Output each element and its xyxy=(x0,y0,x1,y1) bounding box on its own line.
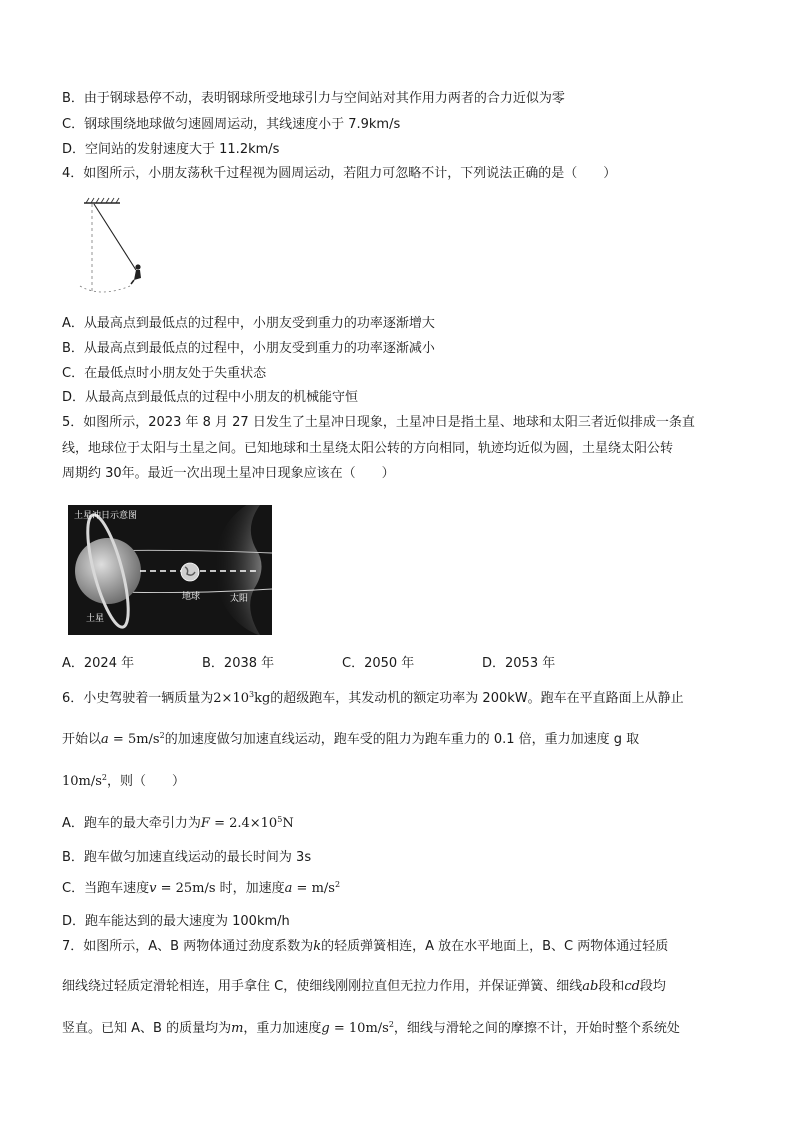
spring-constant-symbol: k xyxy=(313,939,322,954)
car-mass-value xyxy=(213,691,270,706)
figure-title: 土星冲日示意图 xyxy=(74,511,138,521)
q5-option-c: C．2050 年 xyxy=(342,656,415,671)
sun-label: 太阳 xyxy=(230,594,249,604)
saturn-label: 土星 xyxy=(86,614,105,624)
q5-stem-line-1: 5．如图所示，2023 年 8 月 27 日发生了土星冲日现象，土星冲日是指土星、地球和太阳三者近似排成一条直 xyxy=(62,415,695,430)
q7-stem-line-3 xyxy=(62,1020,680,1038)
q5-stem-line-3: 周期约 30年。最近一次出现土星冲日现象应该在（ ） xyxy=(62,466,395,481)
force-number: = 2.4×10 xyxy=(209,816,278,831)
mass-symbol: m xyxy=(231,1021,244,1036)
q6-option-c xyxy=(62,880,340,898)
acceleration-value xyxy=(101,732,165,747)
gravity-value xyxy=(62,774,107,789)
segment-ab-symbol: ab xyxy=(582,979,599,994)
q4-option-d: D．从最高点到最低点的过程中小朋友的机械能守恒 xyxy=(62,390,359,405)
q6-stem-text-2a: 开始以 xyxy=(62,732,102,747)
swing-rope xyxy=(94,204,136,270)
q7-gravity-number: = 10m/s xyxy=(329,1021,389,1036)
q7-gravity-value xyxy=(321,1021,394,1036)
q4-option-c: C．在最低点时小朋友处于失重状态 xyxy=(62,366,267,381)
option-c-acc-exponent: 2 xyxy=(334,880,341,889)
segment-cd-symbol: cd xyxy=(624,979,640,994)
gravity-number: 10m/s xyxy=(62,774,102,789)
gravity-exponent: 2 xyxy=(101,773,108,782)
traction-force-value xyxy=(201,816,294,831)
q7-stem-text-1b: 的轻质弹簧相连，A 放在水平地面上，B、C 两物体通过轻质 xyxy=(321,939,669,954)
q7-stem-text-2c: 段均 xyxy=(639,979,666,994)
q7-stem-text-3c: ，细线与滑轮之间的摩擦不计，开始时整个系统处 xyxy=(393,1021,680,1036)
acceleration-exponent: 2 xyxy=(159,731,165,740)
q6-option-d: D．跑车能达到的最大速度为 100km/h xyxy=(62,914,290,929)
force-unit: N xyxy=(282,816,294,831)
q6-option-c-text: C．当跑车速度 xyxy=(62,881,150,896)
car-mass-unit: kg xyxy=(254,691,271,706)
option-c-acceleration xyxy=(285,881,340,896)
q6-option-b: B．跑车做匀加速直线运动的最长时间为 3s xyxy=(62,850,312,865)
q6-stem-text-1b: 的超级跑车，其发动机的额定功率为 200kW。跑车在平直路面上从静止 xyxy=(270,691,684,706)
q7-stem-text-3b: ，重力加速度 xyxy=(243,1021,322,1036)
q6-option-c-mid: 时，加速度 xyxy=(215,881,285,896)
q3-option-c: C．钢球围绕地球做匀速圆周运动，其线速度小于 7.9km/s xyxy=(62,117,401,132)
earth-globe-icon xyxy=(181,563,199,581)
q4-option-a: A．从最高点到最低点的过程中，小朋友受到重力的功率逐渐增大 xyxy=(62,316,435,331)
q6-stem-line-3 xyxy=(62,773,185,791)
swing-figure xyxy=(70,196,160,300)
option-c-acc-symbol: a xyxy=(284,881,293,896)
q7-stem-text-1a: 7．如图所示，A、B 两物体通过劲度系数为 xyxy=(62,939,314,954)
speed-number: = 25m/s xyxy=(156,881,216,896)
q7-stem-text-3a: 竖直。已知 A、B 的质量均为 xyxy=(62,1021,232,1036)
q7-gravity-symbol: g xyxy=(321,1021,330,1036)
q7-stem-text-2a: 细线绕过轻质定滑轮相连，用手拿住 C，使细线刚刚拉直但无拉力作用，并保证弹簧、细线 xyxy=(62,979,583,994)
q7-stem-line-1 xyxy=(62,938,668,956)
q7-stem-line-2 xyxy=(62,978,666,996)
force-symbol: F xyxy=(200,816,210,831)
q5-option-a: A．2024 年 xyxy=(62,656,135,671)
child-on-swing-icon xyxy=(131,264,141,284)
q6-option-a-text: A．跑车的最大牵引力为 xyxy=(62,816,201,831)
q6-option-a xyxy=(62,815,294,833)
q5-option-d: D．2053 年 xyxy=(482,656,556,671)
q3-option-b: B．由于钢球悬停不动，表明钢球所受地球引力与空间站对其作用力两者的合力近似为零 xyxy=(62,91,565,106)
q5-stem-line-2: 线，地球位于太阳与土星之间。已知地球和土星绕太阳公转的方向相同，轨迹均近似为圆，土星绕太阳公转 xyxy=(62,441,674,456)
saturn-opposition-figure xyxy=(68,505,272,635)
q6-stem-line-1 xyxy=(62,690,684,708)
q4-stem: 4．如图所示，小朋友荡秋千过程视为圆周运动，若阻力可忽略不计，下列说法正确的是（ ） xyxy=(62,166,617,181)
q3-option-d: D．空间站的发射速度大于 11.2km/s xyxy=(62,142,280,157)
car-mass-exponent: 3 xyxy=(249,690,255,699)
earth-label: 地球 xyxy=(182,592,201,602)
q6-stem-text-2b: 的加速度做匀加速直线运动，跑车受的阻力为跑车重力的 0.1 倍，重力加速度 g 取 xyxy=(164,732,640,747)
option-c-acc-number: = m/s xyxy=(292,881,335,896)
q4-option-b: B．从最高点到最低点的过程中，小朋友受到重力的功率逐渐减小 xyxy=(62,341,435,356)
acceleration-symbol: a xyxy=(101,732,109,747)
q5-option-b: B．2038 年 xyxy=(202,656,275,671)
speed-value xyxy=(149,881,215,896)
q7-gravity-exponent: 2 xyxy=(388,1020,394,1029)
speed-symbol: v xyxy=(149,881,157,896)
swing-arc xyxy=(80,286,130,292)
q6-stem-line-2 xyxy=(62,731,639,749)
force-exponent: 5 xyxy=(277,815,283,824)
saturn-body xyxy=(75,538,141,604)
acceleration-number: = 5m/s xyxy=(108,732,160,747)
q7-stem-text-2b: 段和 xyxy=(598,979,625,994)
car-mass-base: 2×10 xyxy=(213,691,249,706)
q6-stem-text-3b: ，则（ ） xyxy=(107,774,186,789)
q6-stem-text-1a: 6．小史驾驶着一辆质量为 xyxy=(62,691,214,706)
